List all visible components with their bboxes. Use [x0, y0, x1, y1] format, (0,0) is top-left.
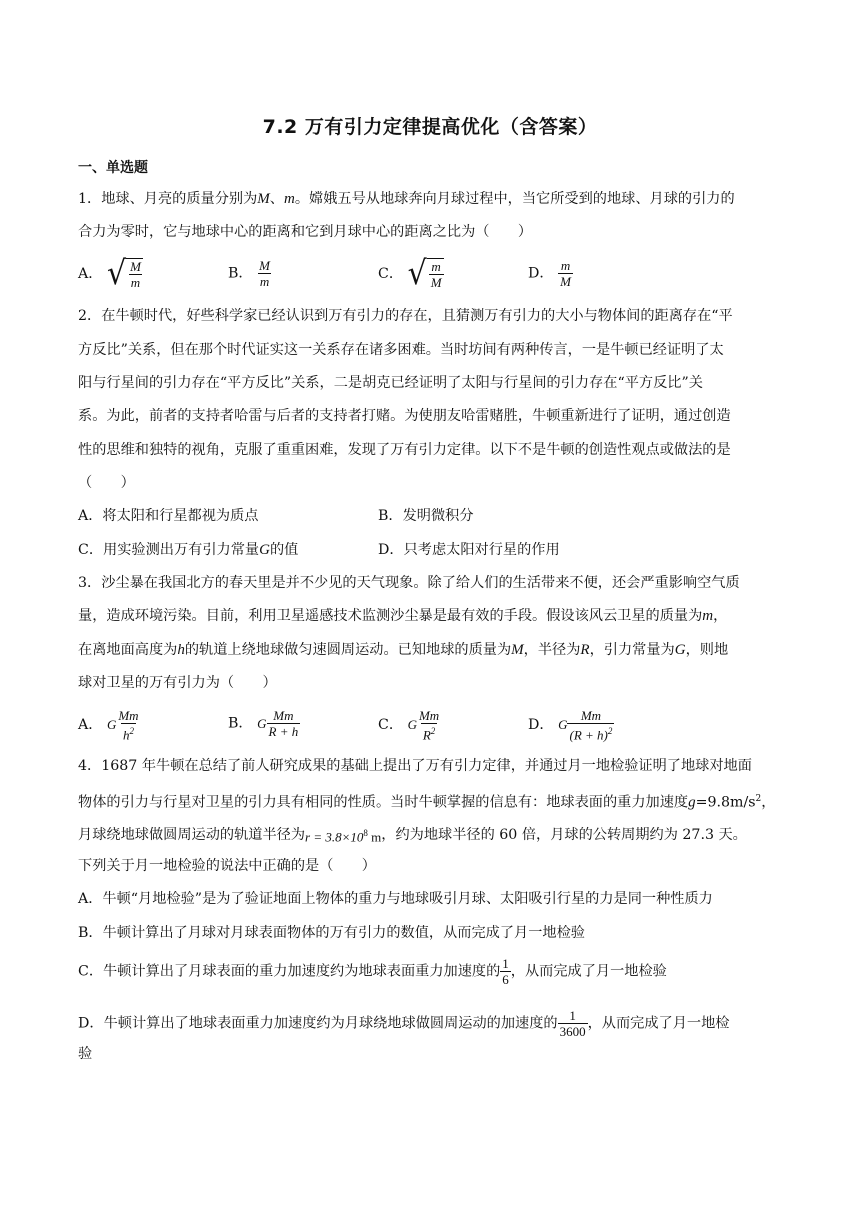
q1-option-a: A． √ $\frac{M}{m}$ [78, 254, 141, 293]
q3-option-c: C． G $\frac{Mm}{R^2}$ [378, 708, 440, 743]
q2-line-1: 2．在牛顿时代，好些科学家已经认识到万有引力的存在，且猜测万有引力的大小与物体间的距离存在“平 [78, 308, 733, 324]
q2-line-2: 方反比”关系，但在那个时代证实这一关系存在诸多困难。当时坊间有两种传言，一是牛顿已经证明了太 [78, 342, 724, 358]
q4-option-d: D．牛顿计算出了地球表面重力加速度约为月球绕地球做圆周运动的加速度的 $\frac{1}{3600}$ ，从而完成了月一地检 [78, 1008, 730, 1039]
section-heading: 一、单选题 [78, 160, 148, 176]
sqrt-symbol: √ $\frac{m}{M}$ [407, 254, 442, 293]
q4-option-b: B．牛顿计算出了月球对月球表面物体的万有引力的数值，从而完成了月一地检验 [78, 925, 585, 941]
q4-line-4: 下列关于月一地检验的说法中正确的是（ ） [78, 858, 376, 874]
q3-line-3: 在离地面高度为h的轨道上绕地球做匀速圆周运动。已知地球的质量为M，半径为R，引力常量为G，则地 [78, 642, 729, 658]
q1-line-1: 1．地球、月亮的质量分别为M、m。嫦娥五号从地球奔向月球过程中，当它所受到的地球、月球的引力的 [78, 191, 735, 207]
q1-line-2: 合力为零时，它与地球中心的距离和它到月球中心的距离之比为（ ） [78, 224, 533, 240]
q2-line-5: 性的思维和独特的视角，克服了重重困难，发现了万有引力定律。以下不是牛顿的创造性观点或做法的是 [78, 442, 731, 458]
q3-option-b: B． G $\frac{Mm}{R + h}$ [228, 708, 299, 739]
q2-option-a: A．将太阳和行星都视为质点 [78, 508, 259, 524]
q3-option-a: A． G $\frac{Mm}{h^2}$ [78, 708, 139, 743]
q4-option-d-cont: 验 [78, 1046, 93, 1062]
q2-option-b: B．发明微积分 [378, 508, 474, 524]
q4-option-c: C．牛顿计算出了月球表面的重力加速度约为地球表面重力加速度的 $\frac{1}{6}$ ，从而完成了月一地检验 [78, 956, 667, 987]
q2-option-c: C．用实验测出万有引力常量G的值 [78, 542, 299, 558]
q2-option-d: D．只考虑太阳对行星的作用 [378, 542, 560, 558]
q4-line-2: 物体的引力与行星对卫星的引力具有相同的性质。当时牛顿掌握的信息有：地球表面的重力加速度$g=9.8m/s^2$， [78, 794, 776, 811]
q4-option-a: A．牛顿“月地检验”是为了验证地面上物体的重力与地球吸引月球、太阳吸引行星的力是同一种性质力 [78, 891, 713, 907]
q1-option-d: D． $\frac{m}{M}$ [528, 258, 571, 289]
q1-option-c: C． √ $\frac{m}{M}$ [378, 254, 442, 293]
sqrt-symbol: √ $\frac{M}{m}$ [106, 254, 141, 293]
q2-line-4: 系。为此，前者的支持者哈雷与后者的支持者打赌。为使朋友哈雷赌胜，牛顿重新进行了证明，通过创造 [78, 408, 731, 424]
q4-line-1: 4．1687 年牛顿在总结了前人研究成果的基础上提出了万有引力定律，并通过月一地检验证明了地球对地面 [78, 758, 752, 774]
q4-line-3: 月球绕地球做圆周运动的轨道半径为$r = 3.8\times 10^8$ m，约为地球半径的 60 倍，月球的公转周期约为 27.3 天。 [78, 827, 747, 845]
page-title: 7.2 万有引力定律提高优化（含答案） [262, 116, 598, 138]
q1-option-b: B． $\frac{M}{m}$ [228, 258, 270, 289]
q2-line-6: （ ） [78, 475, 135, 491]
q3-line-4: 球对卫星的万有引力为（ ） [78, 675, 277, 691]
q3-option-d: D． G $\frac{Mm}{(R + h)^2}$ [528, 708, 613, 743]
q2-line-3: 阳与行星间的引力存在“平方反比”关系，二是胡克已经证明了太阳与行星间的引力存在“平方反比”关 [78, 375, 703, 391]
q3-line-2: 量，造成环境污染。目前，利用卫星遥感技术监测沙尘暴是最有效的手段。假设该风云卫星的质量为m， [78, 608, 728, 624]
q3-line-1: 3．沙尘暴在我国北方的春天里是并不少见的天气现象。除了给人们的生活带来不便，还会严重影响空气质 [78, 575, 740, 591]
